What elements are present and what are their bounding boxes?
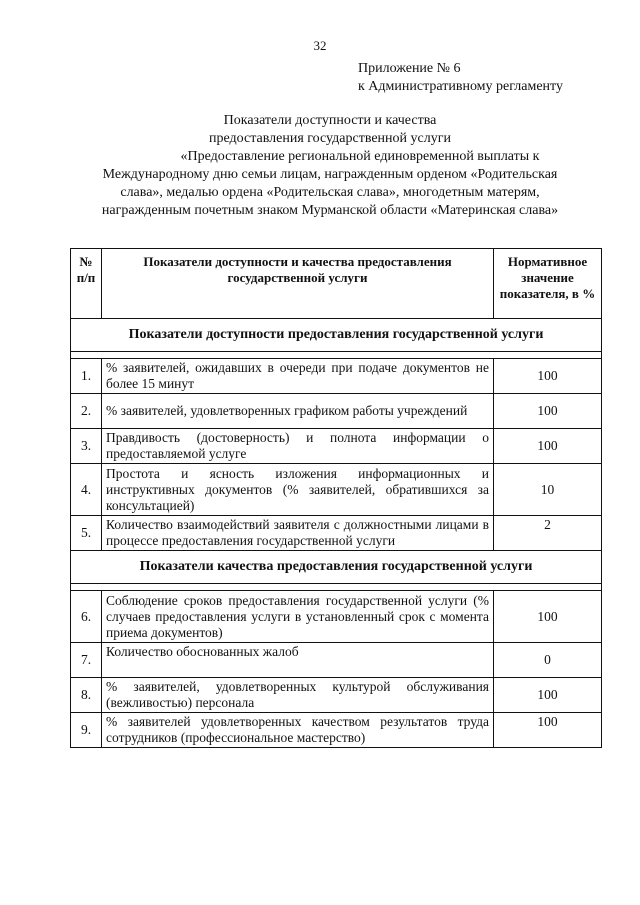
title-line-5: слава», медалью ордена «Родительская слава», многодетным матерям, [120,185,540,200]
page-number: 32 [313,38,327,53]
table-row [71,429,602,464]
row-value: 100 [494,591,602,643]
row-value: 100 [494,359,602,394]
row-num: 2. [71,394,102,429]
row-value: 100 [494,678,602,713]
spacer-row [71,584,602,591]
header-num: № п/п [71,249,102,319]
table-row [71,464,602,516]
section-title-quality: Показатели качества предоставления государственной услуги [71,551,602,584]
table-row [71,516,602,551]
table-row [71,713,602,748]
table-row [71,678,602,713]
title-line-4: Международному дню семьи лицам, награжденным орденом «Родительская [102,167,558,182]
row-value: 100 [494,713,602,748]
header-value: Нормативное значение показателя, в % [494,249,602,319]
row-num: 6. [71,591,102,643]
row-text: Простота и ясность изложения информационных и инструктивных документов (% заявителей, обратившихся за консультацией) [102,464,494,516]
row-num: 4. [71,464,102,516]
row-num: 3. [71,429,102,464]
row-value: 2 [494,516,602,551]
document-title [70,112,590,220]
title-line-1: Показатели доступности и качества [223,113,437,128]
row-text: % заявителей, ожидавших в очереди при подаче документов не более 15 минут [102,359,494,394]
row-num: 1. [71,359,102,394]
row-text: % заявителей удовлетворенных качеством результатов труда сотрудников (профессиональное мастерство) [102,713,494,748]
header-indicator: Показатели доступности и качества предоставления государственной услуги [102,249,494,319]
row-text: Соблюдение сроков предоставления государственной услуги (% случаев предоставления услуги в установленный срок с момента приема документов) [102,591,494,643]
row-num: 5. [71,516,102,551]
indicators-table [70,248,602,748]
appendix-line-2: к Административному регламенту [358,79,563,94]
table-row [71,591,602,643]
title-line-3: «Предоставление региональной единовременной выплаты к [180,149,540,164]
row-value: 10 [494,464,602,516]
row-num: 9. [71,713,102,748]
row-text: % заявителей, удовлетворенных графиком работы учреждений [102,394,494,429]
row-value: 0 [494,643,602,678]
row-text: Количество обоснованных жалоб [102,643,494,678]
appendix-line-1: Приложение № 6 [358,61,461,76]
row-text: Правдивость (достоверность) и полнота информации о предоставляемой услуге [102,429,494,464]
title-line-6: награжденным почетным знаком Мурманской области «Материнская слава» [101,203,559,218]
row-value: 100 [494,429,602,464]
appendix-note [358,60,563,96]
section-title-availability: Показатели доступности предоставления государственной услуги [71,319,602,352]
section-row-quality [71,551,602,584]
title-line-2: предоставления государственной услуги [209,131,451,146]
row-num: 7. [71,643,102,678]
table-row [71,359,602,394]
spacer-row [71,352,602,359]
row-value: 100 [494,394,602,429]
table-row [71,643,602,678]
row-num: 8. [71,678,102,713]
section-row-availability [71,319,602,352]
row-text: Количество взаимодействий заявителя с должностными лицами в процессе предоставления государственной услуги [102,516,494,551]
table-header-row [71,249,602,319]
row-text: % заявителей, удовлетворенных культурой обслуживания (вежливостью) персонала [102,678,494,713]
table-row [71,394,602,429]
